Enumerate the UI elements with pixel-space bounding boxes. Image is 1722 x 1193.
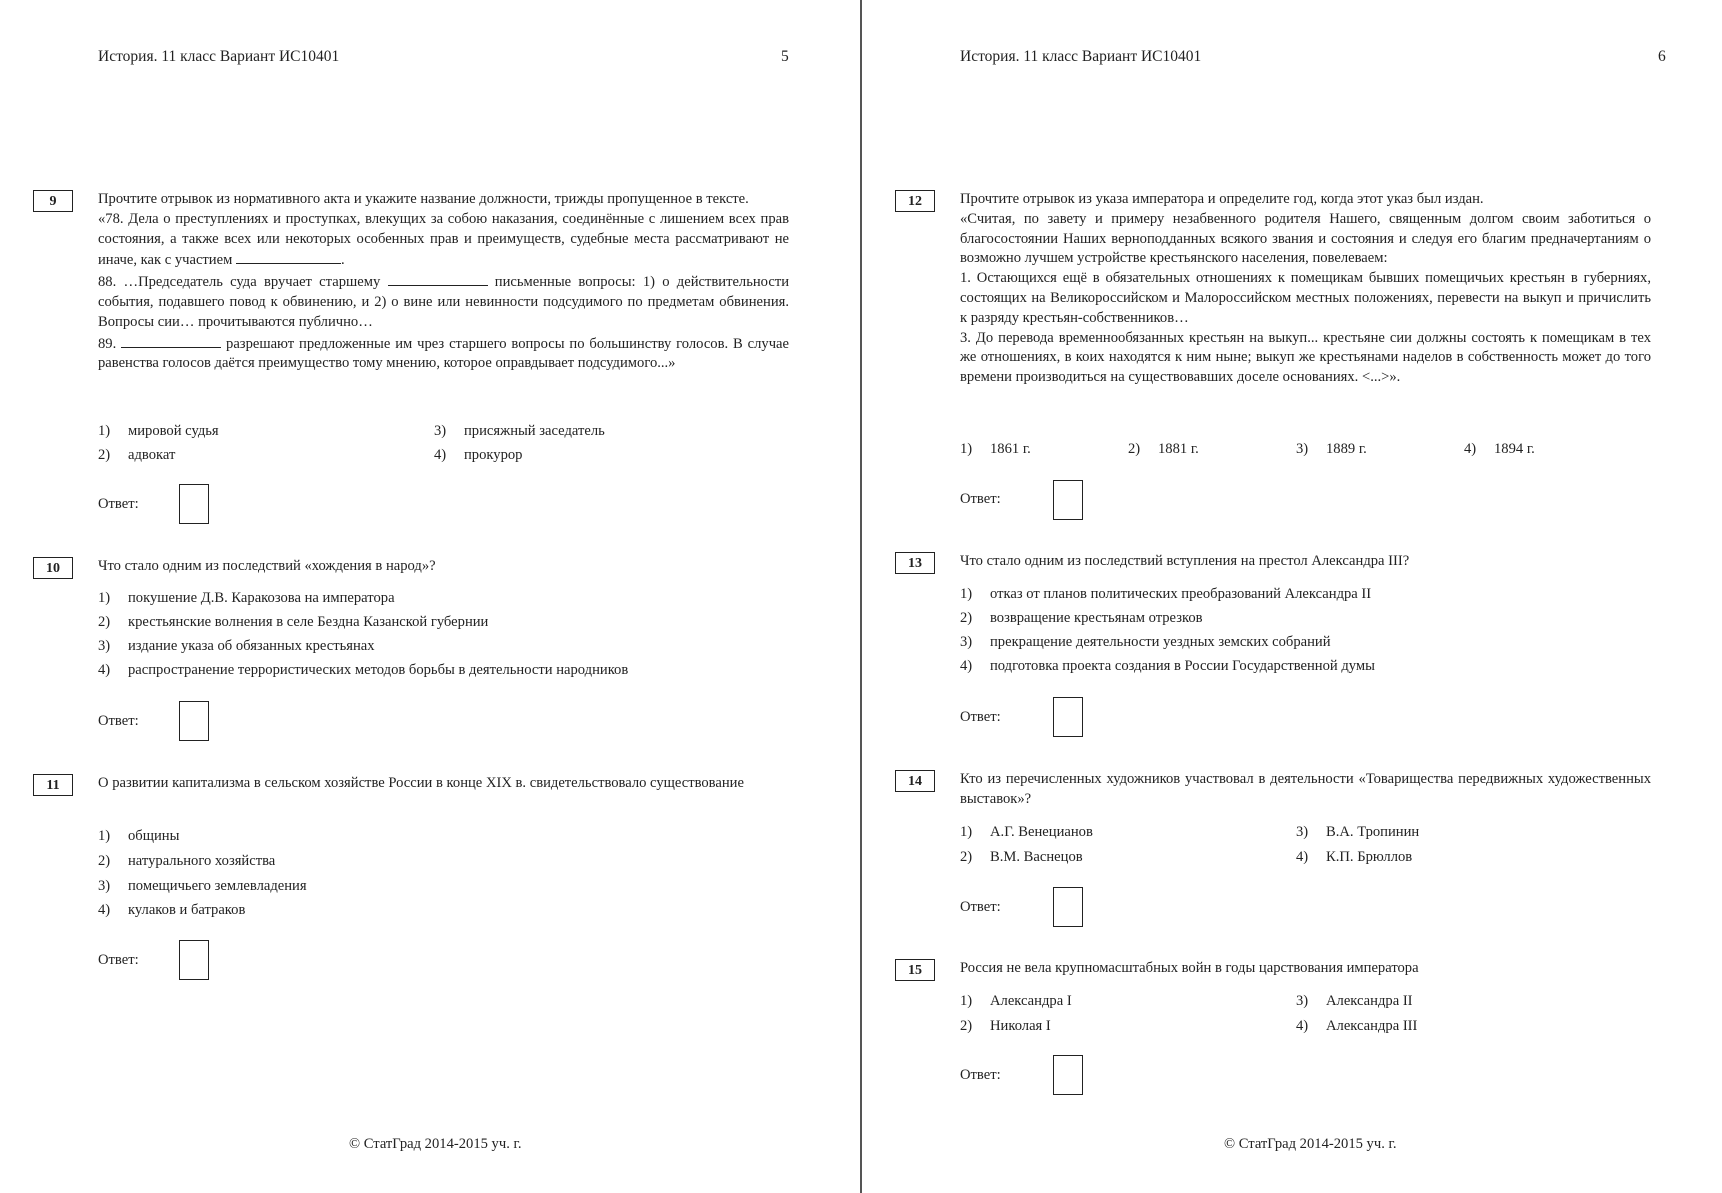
footer-copyright: © СтатГрад 2014-2015 уч. г. [1224, 1136, 1397, 1152]
excerpt-paragraph: 89. разрешают предложенные им чрез старшего вопросы по большинству голосов. В случае равенства голосов даётся преимущество тому мнению, которое оправдывает подсудимого...» [98, 333, 789, 375]
option: 1) 1861 г. [960, 441, 1031, 457]
option: 4) подготовка проекта создания в России Государственной думы [960, 658, 1375, 674]
option: 3) помещичьего землевладения [98, 878, 307, 894]
option: 1) отказ от планов политических преобразований Александра II [960, 586, 1372, 602]
question-intro: Прочтите отрывок из нормативного акта и укажите название должности, трижды пропущенное в тексте. [98, 191, 749, 207]
option: 2) натурального хозяйства [98, 853, 276, 869]
option: 3) присяжный заседатель [434, 423, 605, 439]
option: 4) кулаков и батраков [98, 902, 246, 918]
option: 2) В.М. Васнецов [960, 849, 1083, 865]
question-number: 15 [895, 959, 935, 981]
option: 2) возвращение крестьянам отрезков [960, 610, 1203, 626]
answer-label: Ответ: [960, 709, 1001, 725]
option: 4) Александра III [1296, 1018, 1418, 1034]
option: 2) Николая I [960, 1018, 1051, 1034]
question-number: 14 [895, 770, 935, 792]
option: 4) 1894 г. [1464, 441, 1535, 457]
answer-label: Ответ: [98, 952, 139, 968]
question-text [98, 190, 789, 374]
excerpt-paragraph: 3. До перевода временнообязанных крестьян на выкуп... крестьяне сии должны состоять к помещикам в тех же отношениях, в коих находятся к ним ныне; выкуп же крестьянами наделов в собственность может до того времени производиться на существовавших доселе основаниях. <...>». [960, 329, 1651, 386]
option: 2) 1881 г. [1128, 441, 1199, 457]
option: 2) крестьянские волнения в селе Бездна Казанской губернии [98, 614, 489, 630]
question-text: Кто из перечисленных художников участвовал в деятельности «Товарищества передвижных художественных выставок»? [960, 771, 1651, 807]
question-number: 13 [895, 552, 935, 574]
question-number: 10 [33, 557, 73, 579]
header-title: История. 11 класс Вариант ИС10401 [960, 48, 1202, 65]
answer-box[interactable] [1053, 480, 1083, 520]
answer-label: Ответ: [98, 496, 139, 512]
option: 1) А.Г. Венецианов [960, 824, 1093, 840]
answer-box[interactable] [179, 940, 209, 980]
question-text [960, 190, 1651, 388]
answer-label: Ответ: [960, 1067, 1001, 1083]
header-title: История. 11 класс Вариант ИС10401 [98, 48, 340, 65]
answer-box[interactable] [1053, 697, 1083, 737]
answer-box[interactable] [179, 701, 209, 741]
excerpt-paragraph: «Считая, по завету и примеру незабвенного родителя Нашего, священным долгом своим заботиться о благосостоянии Наших верноподданных всякого звания и состояния и следуя его благим предначертаниям о возможно лучшем устройстве крестьянского населения, повелеваем: [960, 210, 1651, 267]
option: 3) Александра II [1296, 993, 1413, 1009]
page-number: 5 [781, 48, 789, 65]
option: 2) адвокат [98, 447, 176, 463]
option: 4) прокурор [434, 447, 523, 463]
question-text: Что стало одним из последствий «хождения в народ»? [98, 558, 436, 574]
answer-label: Ответ: [960, 491, 1001, 507]
answer-box[interactable] [1053, 1055, 1083, 1095]
option: 1) мировой судья [98, 423, 219, 439]
page-right [862, 0, 1722, 1193]
answer-label: Ответ: [960, 899, 1001, 915]
question-text: О развитии капитализма в сельском хозяйстве России в конце XIX в. свидетельствовало существование [98, 775, 744, 791]
option: 1) общины [98, 828, 180, 844]
excerpt-paragraph: 1. Остающихся ещё в обязательных отношениях к помещикам бывших помещичьих крестьян в губерниях, состоящих на Великороссийском и Малороссийском местных положениях, перевести на выкуп и причислить к разряду крестьян-собственников… [960, 270, 1651, 326]
answer-box[interactable] [179, 484, 209, 524]
option: 3) издание указа об обязанных крестьянах [98, 638, 375, 654]
question-text: Россия не вела крупномасштабных войн в годы царствования императора [960, 960, 1419, 976]
option: 3) прекращение деятельности уездных земских собраний [960, 634, 1331, 650]
answer-box[interactable] [1053, 887, 1083, 927]
question-number: 9 [33, 190, 73, 212]
option: 3) 1889 г. [1296, 441, 1367, 457]
excerpt-paragraph: «78. Дела о преступлениях и проступках, влекущих за собою наказания, соединённые с лишением всех прав состояния, а также всех или некоторых особенных прав и преимуществ, судебные места рассматривают не иначе, как с участием . [98, 210, 789, 269]
answer-label: Ответ: [98, 713, 139, 729]
question-number: 12 [895, 190, 935, 212]
question-intro: Прочтите отрывок из указа императора и определите год, когда этот указ был издан. [960, 191, 1484, 207]
page-left [0, 0, 860, 1193]
option: 4) К.П. Брюллов [1296, 849, 1413, 865]
page-number: 6 [1658, 48, 1666, 65]
option: 3) В.А. Тропинин [1296, 824, 1420, 840]
question-number: 11 [33, 774, 73, 796]
option: 4) распространение террористических методов борьбы в деятельности народников [98, 662, 629, 678]
excerpt-paragraph: 88. …Председатель суда вручает старшему письменные вопросы: 1) о действительности события, подавшего повод к обвинению, и 2) о вине или невинности подсудимого по предметам обвинения. Вопросы сии… прочитываются публично… [98, 271, 789, 332]
option: 1) покушение Д.В. Каракозова на императора [98, 590, 395, 606]
footer-copyright: © СтатГрад 2014-2015 уч. г. [349, 1136, 522, 1152]
question-text: Что стало одним из последствий вступления на престол Александра III? [960, 553, 1410, 569]
option: 1) Александра I [960, 993, 1072, 1009]
